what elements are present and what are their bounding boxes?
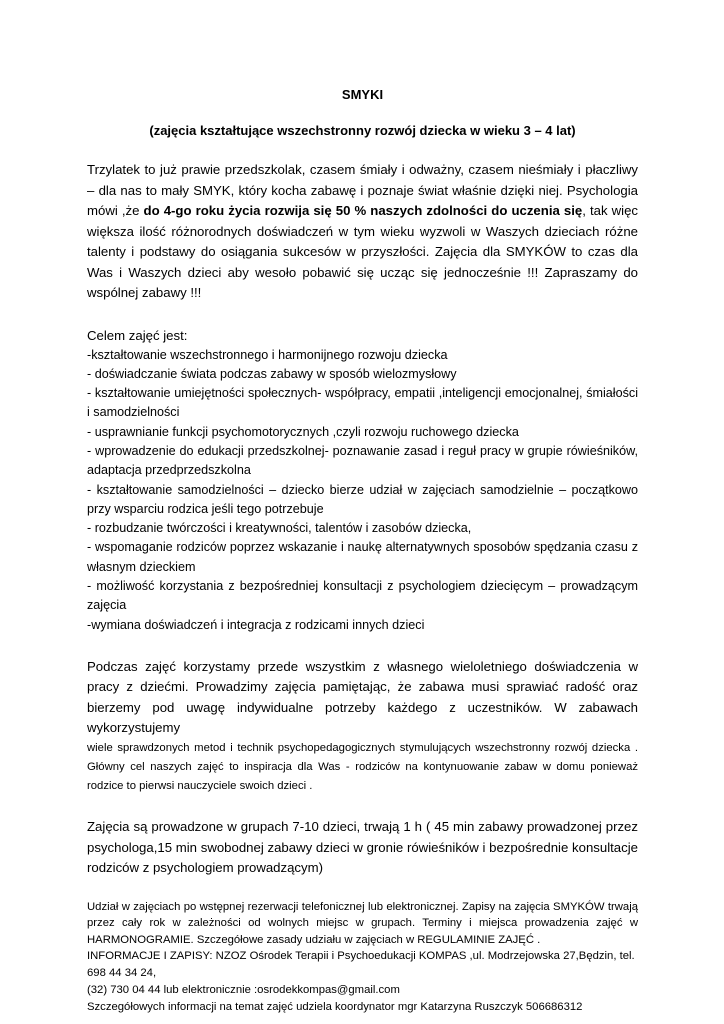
intro-paragraph [87, 160, 638, 304]
document-page [87, 86, 638, 1016]
goals-heading: Celem zajęć jest: [87, 327, 188, 343]
goal-item: -wymiana doświadczeń i integracja z rodzicami innych dzieci [87, 617, 425, 632]
goal-item: - kształtowanie samodzielności – dziecko bierze udział w zajęciach samodzielnie – początkowo przy wsparciu rodzica jeśli tego potrzebuje [87, 482, 638, 516]
methods-paragraph: Podczas zajęć korzystamy przede wszystkim z własnego wieloletniego doświadczenia w pracy z dziećmi. Prowadzimy zajęcia pamiętając, że zabawa musi sprawiać radość oraz bierzemy pod uwagę indywidualne potrzeby każdego z uczestników. W zabawach wykorzystujemy [87, 658, 638, 736]
goal-item: - doświadczanie świata podczas zabawy w sposób wielozmysłowy [87, 366, 457, 381]
goals-list [87, 346, 638, 635]
goal-item: -kształtowanie wszechstronnego i harmonijnego rozwoju dziecka [87, 347, 448, 362]
goal-item: - usprawnianie funkcji psychomotorycznych ,czyli rozwoju ruchowego dziecka [87, 424, 519, 439]
contact-info: INFORMACJE I ZAPISY: NZOZ Ośrodek Terapii i Psychoedukacji KOMPAS ,ul. Modrzejowska 27,Będzin, tel. 698 44 34 24, [87, 950, 635, 980]
goal-item: - wspomaganie rodziców poprzez wskazanie i naukę alternatywnych sposobów spędzania czasu z własnym dzieckiem [87, 540, 638, 574]
document-subtitle: (zajęcia kształtujące wszechstronny rozwój dziecka w wieku 3 – 4 lat) [149, 123, 576, 138]
email-info: (32) 730 04 44 lub elektronicznie :osrodekkompas@gmail.com [87, 984, 400, 997]
goal-item: - rozbudzanie twórczości i kreatywności, talentów i zasobów dziecka, [87, 521, 472, 536]
document-title: SMYKI [341, 87, 384, 102]
coordinator-info: Szczegółowych informacji na temat zajęć udziela koordynator mgr Katarzyna Ruszczyk 506686312 [87, 1001, 583, 1014]
intro-bold-text: do 4-go roku życia rozwija się 50 % naszych zdolności do uczenia się [143, 203, 583, 218]
goal-item: - wprowadzenie do edukacji przedszkolnej- poznawanie zasad i reguł pracy w grupie rówieśników, adaptacja przedprzedszkolna [87, 443, 638, 478]
goal-item: - kształtowanie umiejętności społecznych- współpracy, empatii ,inteligencji emocjonalnej, śmiałości i samodzielności [87, 386, 638, 420]
intro-text-2: , tak więc większa ilość różnorodnych doświadczeń w tym wieku wyzwoli w Waszych dzieciach różne talenty i podstawy do osiągania sukcesów w przyszłości. Zajęcia dla SMYKÓW to czas dla Was i Waszych dzieci aby wesoło pobawić się ucząc się jednocześnie !!! Zapraszamy do wspólnej zabawy !!! [87, 203, 638, 300]
enrollment-info: Udział w zajęciach po wstępnej rezerwacji telefonicznej lub elektronicznej. Zapisy na zajęcia SMYKÓW trwają przez cały rok w zależności od wolnych miejsc w grupach. Terminy i miejsca prowadzenia zajęć w HARMONOGRAMIE. Szczegółowe zasady udziału w zajęciach w REGULAMINIE ZAJĘĆ . [87, 900, 638, 946]
intro-text-1: Trzylatek to już prawie przedszkolak, czasem śmiały i odważny, czasem nieśmiały i płaczliwy – dla nas to mały SMYK, który kocha zabawę i poznaje świat właśnie dzięki niej. Psychologia mówi ,że [87, 162, 638, 218]
goal-item: - możliwość korzystania z bezpośredniej konsultacji z psychologiem dziecięcym – prowadzącym zajęcia [87, 579, 638, 613]
methods-paragraph-continued: wiele sprawdzonych metod i technik psychopedagogicznych stymulujących wszechstronny rozwój dziecka . Główny cel naszych zajęć to inspiracja dla Was - rodziców na kontynuowanie zabaw w domu ponieważ rodzice to pierwsi nauczyciele swoich dzieci . [87, 741, 638, 792]
groups-paragraph: Zajęcia są prowadzone w grupach 7-10 dzieci, trwają 1 h ( 45 min zabawy prowadzonej przez psychologa,15 min swobodnej zabawy dzieci w gronie rówieśników i bezpośrednie konsultacje rodziców z psychologiem prowadzącym) [87, 819, 638, 876]
